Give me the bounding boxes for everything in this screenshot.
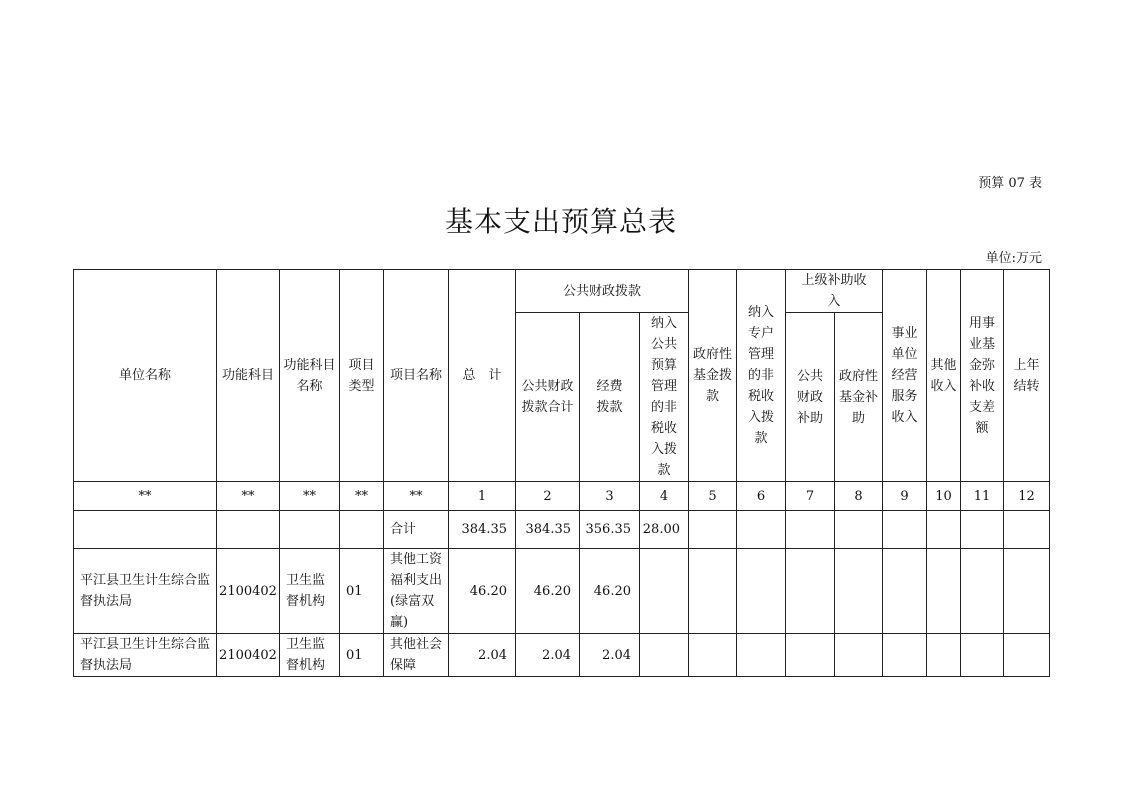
index-cell: 4	[640, 482, 689, 511]
empty-cell	[640, 634, 689, 677]
header-sup-gov-fund: 政府性基金补助	[835, 313, 883, 482]
empty-cell	[640, 549, 689, 634]
row-proj-name: 其他工资福利支出(绿富双赢)	[384, 549, 449, 634]
index-cell: 1	[449, 482, 516, 511]
unit-label: 单位:万元	[985, 251, 1042, 266]
index-cell: 11	[961, 482, 1004, 511]
header-public-total: 公共财政拨款合计	[516, 313, 580, 482]
empty-cell	[786, 549, 835, 634]
header-func-name: 功能科目名称	[280, 270, 340, 482]
table-row	[74, 549, 1050, 634]
total-label: 合计	[384, 511, 449, 549]
budget-table	[73, 269, 1050, 677]
index-cell: **	[280, 482, 340, 511]
total-nontax-public: 28.00	[640, 511, 689, 549]
empty-cell	[927, 511, 961, 549]
empty-cell	[217, 511, 280, 549]
index-cell: **	[384, 482, 449, 511]
index-cell: 3	[580, 482, 640, 511]
form-number: 预算 07 表	[978, 176, 1042, 191]
index-cell: **	[217, 482, 280, 511]
empty-cell	[883, 634, 927, 677]
row-proj-type: 01	[340, 549, 384, 634]
header-proj-name: 项目名称	[384, 270, 449, 482]
header-funding: 经费拨款	[580, 313, 640, 482]
row-total: 46.20	[449, 549, 516, 634]
row-funding: 46.20	[580, 549, 640, 634]
total-funding: 356.35	[580, 511, 640, 549]
empty-cell	[961, 549, 1004, 634]
header-public-group: 公共财政拨款	[516, 270, 689, 313]
empty-cell	[835, 549, 883, 634]
empty-cell	[737, 634, 786, 677]
total-total: 384.35	[449, 511, 516, 549]
row-func-name: 卫生监督机构	[280, 549, 340, 634]
header-total: 总 计	[449, 270, 516, 482]
empty-cell	[1004, 549, 1050, 634]
total-public-total: 384.35	[516, 511, 580, 549]
header-nontax-public: 纳入公共预算管理的非税收入拨款	[640, 313, 689, 482]
row-func-code: 2100402	[217, 549, 280, 634]
empty-cell	[883, 511, 927, 549]
total-row	[74, 511, 1050, 549]
header-fund-make-up: 用事业基金弥补收支差额	[961, 270, 1004, 482]
index-cell: **	[74, 482, 217, 511]
header-sup-public: 公共财政补助	[786, 313, 835, 482]
header-operating: 事业单位经营服务收入	[883, 270, 927, 482]
row-unit-name: 平江县卫生计生综合监督执法局	[74, 634, 217, 677]
empty-cell	[927, 634, 961, 677]
index-cell: 6	[737, 482, 786, 511]
empty-cell	[737, 549, 786, 634]
empty-cell	[689, 549, 737, 634]
table-row	[74, 634, 1050, 677]
empty-cell	[883, 549, 927, 634]
index-cell: 2	[516, 482, 580, 511]
header-carryover: 上年结转	[1004, 270, 1050, 482]
row-func-name: 卫生监督机构	[280, 634, 340, 677]
index-cell: 7	[786, 482, 835, 511]
empty-cell	[340, 511, 384, 549]
index-row	[74, 482, 1050, 511]
row-total: 2.04	[449, 634, 516, 677]
index-cell: 5	[689, 482, 737, 511]
row-func-code: 2100402	[217, 634, 280, 677]
empty-cell	[689, 634, 737, 677]
index-cell: 12	[1004, 482, 1050, 511]
empty-cell	[737, 511, 786, 549]
header-gov-fund: 政府性基金拨款	[689, 270, 737, 482]
empty-cell	[961, 634, 1004, 677]
row-unit-name: 平江县卫生计生综合监督执法局	[74, 549, 217, 634]
row-funding: 2.04	[580, 634, 640, 677]
page-title: 基本支出预算总表	[444, 205, 677, 238]
index-cell: 10	[927, 482, 961, 511]
empty-cell	[786, 511, 835, 549]
empty-cell	[961, 511, 1004, 549]
header-func-code: 功能科目	[217, 270, 280, 482]
empty-cell	[1004, 634, 1050, 677]
header-row-1	[74, 270, 1050, 313]
index-cell: **	[340, 482, 384, 511]
empty-cell	[835, 634, 883, 677]
index-cell: 9	[883, 482, 927, 511]
row-proj-name: 其他社会保障	[384, 634, 449, 677]
empty-cell	[927, 549, 961, 634]
empty-cell	[280, 511, 340, 549]
empty-cell	[689, 511, 737, 549]
empty-cell	[1004, 511, 1050, 549]
empty-cell	[74, 511, 217, 549]
header-proj-type: 项目类型	[340, 270, 384, 482]
header-other: 其他收入	[927, 270, 961, 482]
header-superior-group: 上级补助收入	[786, 270, 883, 313]
header-nontax-special: 纳入专户管理的非税收入拨款	[737, 270, 786, 482]
index-cell: 8	[835, 482, 883, 511]
header-unit-name: 单位名称	[74, 270, 217, 482]
row-public-total: 2.04	[516, 634, 580, 677]
empty-cell	[786, 634, 835, 677]
row-public-total: 46.20	[516, 549, 580, 634]
row-proj-type: 01	[340, 634, 384, 677]
empty-cell	[835, 511, 883, 549]
